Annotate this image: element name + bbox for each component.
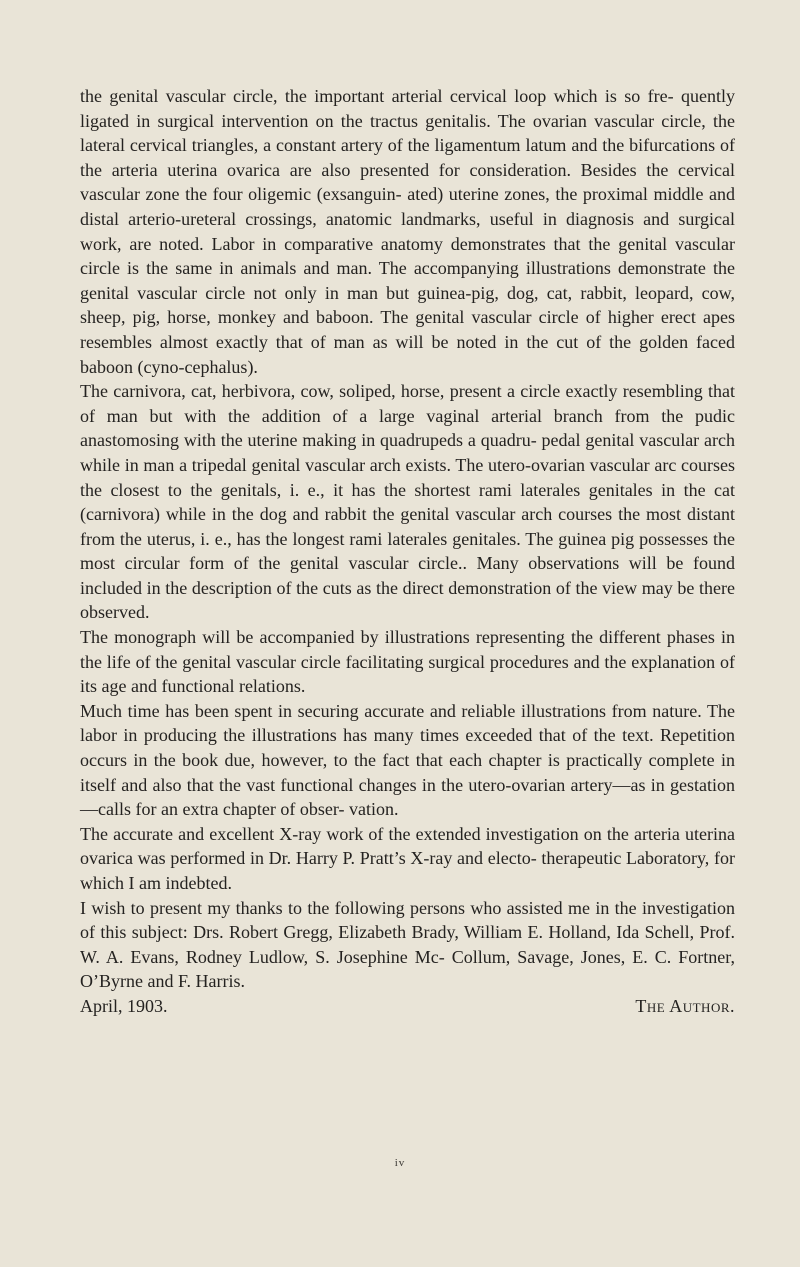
paragraph-6: I wish to present my thanks to the following persons who assisted me in the investigation of this subject: Drs. Robert Gregg, Elizabeth Brady, William E. Holland, Ida Schell, Prof. W. A. Evans, Rodney Ludlow, S. Josephine Mc- Collum, Savage, Jones, E. C. Fortner, O’Byrne and F. Harris.	[80, 897, 735, 992]
paragraph-4: Much time has been spent in securing accurate and reliable illustrations from nature. The labor in producing the illustrations has many times exceeded that of the text. Repetition occurs in the book due, however, to the fact that each chapter is practically complete in itself and also that the vast functional changes in the utero-ovarian artery—as in gestation—calls for an extra chapter of obser- vation.	[80, 700, 735, 820]
paragraph-1: the genital vascular circle, the important arterial cervical loop which is so fre- quently ligated in surgical intervention on the tractus genitalis. The ovarian vascular circle, the lateral cervical triangles, a constant artery of the ligamentum latum and the bifurcations of the arteria uterina ovarica are also presented for consideration. Besides the cervical vascular zone the four oligemic (exsanguin- ated) uterine zones, the proximal middle and distal arterio-ureteral crossings, anatomic landmarks, useful in diagnosis and surgical work, are noted. Labor in comparative anatomy demonstrates that the genital vascular circle is the same in animals and man. The accompanying illustrations demonstrate the genital vascular circle not only in man but guinea-pig, dog, cat, rabbit, leopard, cow, sheep, pig, horse, monkey and baboon. The genital vascular circle of higher erect apes resembles almost exactly that of man as will be noted in the cut of the golden faced baboon (cyno-cephalus).	[80, 86, 735, 377]
paragraph-2: The carnivora, cat, herbivora, cow, soliped, horse, present a circle exactly resembling that of man but with the addition of a large vaginal arterial branch from the pudic anastomosing with the uterine making in quadrupeds a quadru- pedal genital vascular arch while in man a tripedal genital vascular arch exists. The utero-ovarian vascular arc courses the closest to the genitals, i. e., it has the shortest rami laterales genitales in the cat (carnivora) while in the dog and rabbit the genital vascular arch courses the most distant from the uterus, i. e., has the longest rami laterales genitales. The guinea pig possesses the most circular form of the genital vascular circle.. Many observations will be found included in the description of the cuts as the direct demonstration of the view may be there observed.	[80, 381, 735, 623]
preface-date: April, 1903.	[80, 995, 168, 1016]
author-signature: The Author.	[635, 995, 735, 1016]
closing-line	[80, 994, 735, 1019]
paragraph-3: The monograph will be accompanied by illustrations representing the different phases in the life of the genital vascular circle facilitating surgical procedures and the explanation of its age and functional relations.	[80, 627, 735, 697]
page-body	[80, 84, 735, 1019]
paragraph-5: The accurate and excellent X-ray work of the extended investigation on the arteria uterina ovarica was performed in Dr. Harry P. Pratt’s X-ray and electo- therapeutic Laboratory, for which I am indebted.	[80, 823, 735, 893]
page-number: iv	[394, 1157, 406, 1169]
